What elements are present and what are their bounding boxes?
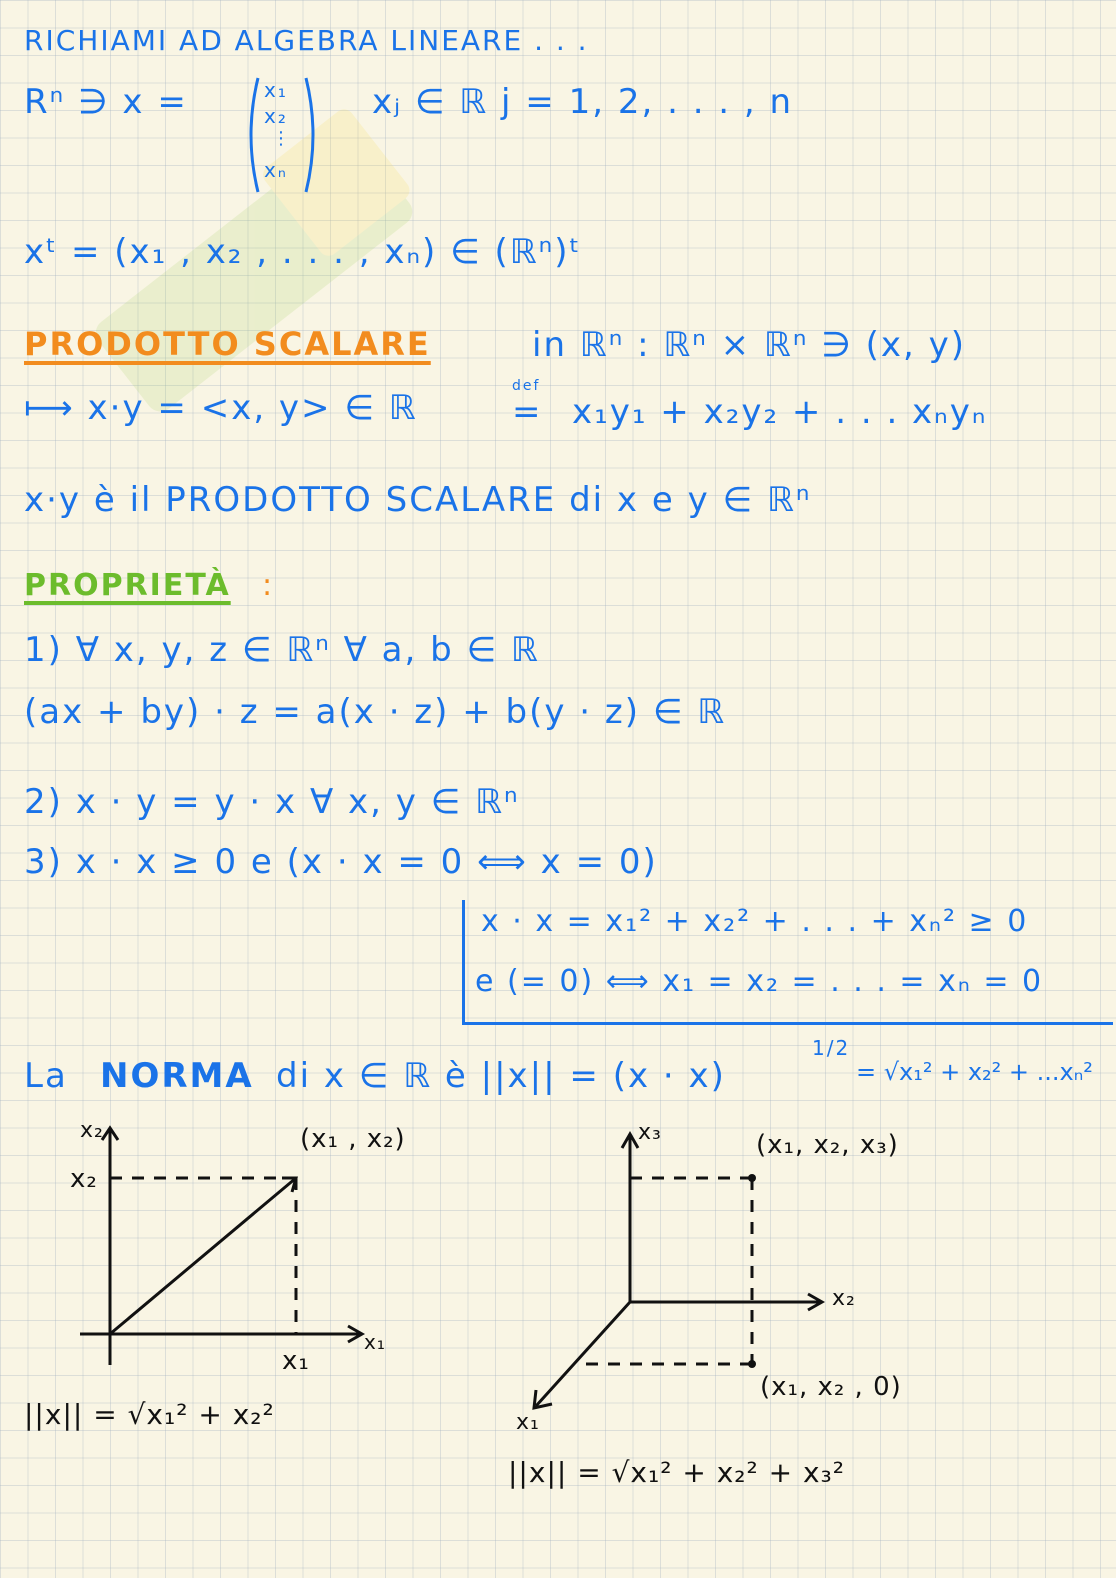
transpose-line: xᵗ = (x₁ , x₂ , . . . , xₙ) ∈ (ℝⁿ)ᵗ bbox=[24, 232, 582, 272]
vector-entry-2: x₂ bbox=[264, 104, 288, 128]
scalar-product-map: ⟼ x·y = <x, y> ∈ ℝ bbox=[24, 388, 418, 428]
norm-word: NORMA bbox=[100, 1056, 254, 1096]
property-2-symmetry: 2) x · y = y · x ∀ x, y ∈ ℝⁿ bbox=[24, 782, 520, 822]
property-1-quantifiers: 1) ∀ x, y, z ∈ ℝⁿ ∀ a, b ∈ ℝ bbox=[24, 630, 540, 670]
projection-label: (x₁, x₂ , 0) bbox=[760, 1372, 902, 1402]
axis-x1-line bbox=[536, 1302, 630, 1406]
page-title: RICHIAMI AD ALGEBRA LINEARE . . . bbox=[24, 24, 589, 57]
point-3d-label: (x₁, x₂, x₃) bbox=[756, 1130, 899, 1160]
scalar-product-domain: in ℝⁿ : ℝⁿ × ℝⁿ ∋ (x, y) bbox=[532, 325, 967, 365]
rn-definition-lhs: Rⁿ ∋ x = bbox=[24, 82, 188, 122]
norm-definition: di x ∈ ℝ è ||x|| = (x · x) bbox=[276, 1056, 726, 1096]
projection-dot bbox=[748, 1360, 756, 1368]
tick-x2-label: x₂ bbox=[70, 1164, 98, 1194]
property-3-positivity: 3) x · x ≥ 0 e (x · x = 0 ⟺ x = 0) bbox=[24, 842, 658, 882]
tick-x1-label: x₁ bbox=[282, 1346, 310, 1376]
property-1-linearity: (ax + by) · z = a(x · z) + b(y · z) ∈ ℝ bbox=[24, 692, 727, 732]
axis-x2-3d-label: x₂ bbox=[832, 1286, 856, 1311]
definition-mark: def bbox=[512, 378, 541, 394]
positivity-zero-case: e (= 0) ⟺ x₁ = x₂ = . . . = xₙ = 0 bbox=[475, 964, 1044, 999]
positivity-expansion: x · x = x₁² + x₂² + . . . + xₙ² ≥ 0 bbox=[481, 904, 1029, 939]
rn-definition-rhs: xⱼ ∈ ℝ j = 1, 2, . . . , n bbox=[372, 82, 794, 122]
vector-entry-n: xₙ bbox=[264, 158, 288, 182]
axis-x3-label: x₃ bbox=[638, 1120, 662, 1145]
vector-dots: ⋮ bbox=[272, 128, 292, 149]
vector-entry-1: x₁ bbox=[264, 78, 288, 102]
axis-x1-3d-label: x₁ bbox=[516, 1410, 540, 1435]
norm-exponent: 1/2 bbox=[812, 1036, 851, 1060]
point-2d-label: (x₁ , x₂) bbox=[300, 1124, 406, 1154]
point-3d-dot bbox=[748, 1174, 756, 1182]
norm-sqrt: = √x₁² + x₂² + ...xₙ² bbox=[856, 1058, 1093, 1086]
scalar-product-sentence: x·y è il PRODOTTO SCALARE di x e y ∈ ℝⁿ bbox=[24, 480, 812, 520]
norm-3d-formula: ||x|| = √x₁² + x₂² + x₃² bbox=[508, 1456, 845, 1489]
norm-2d-formula: ||x|| = √x₁² + x₂² bbox=[24, 1398, 275, 1431]
properties-heading: PROPRIETÀ bbox=[24, 568, 231, 603]
scalar-product-sum: x₁y₁ + x₂y₂ + . . . xₙyₙ bbox=[572, 392, 988, 432]
vector-arrow-line bbox=[110, 1178, 296, 1334]
norm-la: La bbox=[24, 1056, 68, 1096]
axis-x2-label: x₂ bbox=[80, 1118, 104, 1143]
definition-equals: = bbox=[512, 392, 543, 432]
positivity-box bbox=[462, 900, 1113, 1025]
properties-colon: : bbox=[262, 568, 275, 603]
column-vector bbox=[244, 74, 320, 196]
scalar-product-heading: PRODOTTO SCALARE bbox=[24, 325, 431, 363]
axis-x1-label: x₁ bbox=[364, 1330, 386, 1354]
